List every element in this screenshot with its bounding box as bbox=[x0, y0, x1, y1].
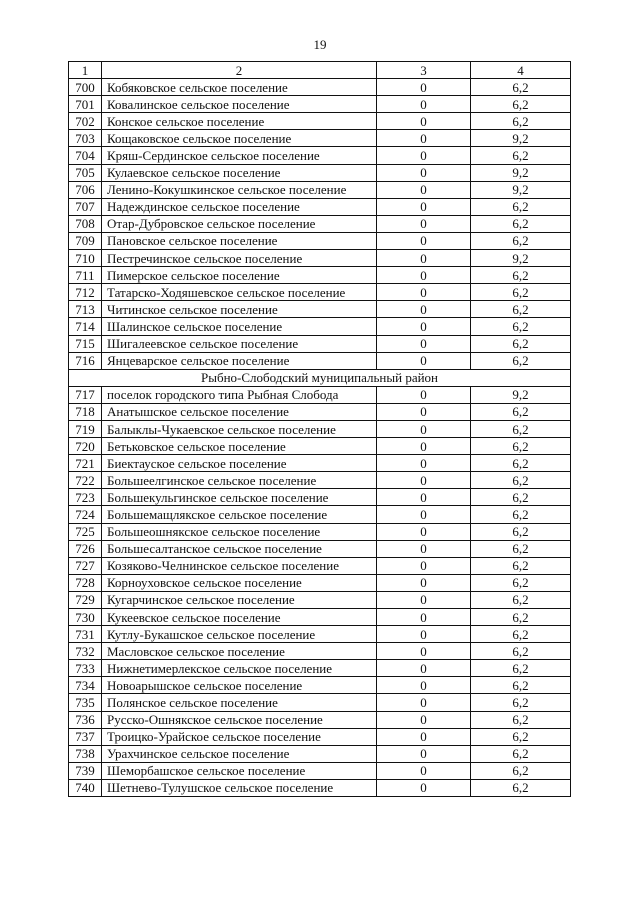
settlement-name: Надеждинское сельское поселение bbox=[102, 198, 377, 215]
value-col-4: 6,2 bbox=[471, 215, 571, 232]
value-col-4: 6,2 bbox=[471, 472, 571, 489]
value-col-4: 6,2 bbox=[471, 232, 571, 249]
settlement-name: Большесалтанское сельское поселение bbox=[102, 540, 377, 557]
table-row bbox=[69, 591, 571, 608]
row-number: 733 bbox=[69, 660, 102, 677]
settlement-name: Анатышское сельское поселение bbox=[102, 403, 377, 420]
settlement-name: Нижнетимерлекское сельское поселение bbox=[102, 660, 377, 677]
value-col-3: 0 bbox=[377, 335, 471, 352]
row-number: 730 bbox=[69, 609, 102, 626]
table-row bbox=[69, 335, 571, 352]
settlement-name: Пановское сельское поселение bbox=[102, 232, 377, 249]
value-col-3: 0 bbox=[377, 403, 471, 420]
row-number: 712 bbox=[69, 284, 102, 301]
settlement-name: Янцеварское сельское поселение bbox=[102, 352, 377, 369]
settlement-name: Троицко-Урайское сельское поселение bbox=[102, 728, 377, 745]
settlement-name: Кощаковское сельское поселение bbox=[102, 130, 377, 147]
table-row bbox=[69, 523, 571, 540]
settlement-name: Новоарышское сельское поселение bbox=[102, 677, 377, 694]
value-col-3: 0 bbox=[377, 694, 471, 711]
settlement-name: Кугарчинское сельское поселение bbox=[102, 591, 377, 608]
settlement-name: Масловское сельское поселение bbox=[102, 643, 377, 660]
table-row bbox=[69, 250, 571, 267]
row-number: 714 bbox=[69, 318, 102, 335]
value-col-3: 0 bbox=[377, 215, 471, 232]
settlement-name: Отар-Дубровское сельское поселение bbox=[102, 215, 377, 232]
table-row bbox=[69, 130, 571, 147]
value-col-4: 9,2 bbox=[471, 386, 571, 403]
value-col-4: 9,2 bbox=[471, 181, 571, 198]
row-number: 719 bbox=[69, 420, 102, 437]
table-row bbox=[69, 403, 571, 420]
row-number: 734 bbox=[69, 677, 102, 694]
table-row bbox=[69, 215, 571, 232]
header-col-1: 1 bbox=[69, 62, 102, 79]
table-row bbox=[69, 762, 571, 779]
table-row bbox=[69, 352, 571, 369]
settlement-name: Кобяковское сельское поселение bbox=[102, 79, 377, 96]
value-col-4: 9,2 bbox=[471, 130, 571, 147]
settlement-name: Кулаевское сельское поселение bbox=[102, 164, 377, 181]
row-number: 738 bbox=[69, 745, 102, 762]
table-header-row bbox=[69, 62, 571, 79]
value-col-3: 0 bbox=[377, 438, 471, 455]
value-col-3: 0 bbox=[377, 455, 471, 472]
value-col-3: 0 bbox=[377, 557, 471, 574]
value-col-4: 6,2 bbox=[471, 284, 571, 301]
table-row bbox=[69, 79, 571, 96]
table-row bbox=[69, 318, 571, 335]
row-number: 718 bbox=[69, 403, 102, 420]
table-row bbox=[69, 711, 571, 728]
value-col-4: 6,2 bbox=[471, 643, 571, 660]
value-col-3: 0 bbox=[377, 232, 471, 249]
value-col-4: 6,2 bbox=[471, 711, 571, 728]
value-col-4: 6,2 bbox=[471, 591, 571, 608]
value-col-4: 6,2 bbox=[471, 267, 571, 284]
value-col-3: 0 bbox=[377, 284, 471, 301]
settlement-name: Биектауское сельское поселение bbox=[102, 455, 377, 472]
row-number: 702 bbox=[69, 113, 102, 130]
value-col-3: 0 bbox=[377, 96, 471, 113]
table-row bbox=[69, 232, 571, 249]
row-number: 717 bbox=[69, 386, 102, 403]
value-col-4: 6,2 bbox=[471, 626, 571, 643]
row-number: 723 bbox=[69, 489, 102, 506]
value-col-4: 6,2 bbox=[471, 489, 571, 506]
row-number: 727 bbox=[69, 557, 102, 574]
row-number: 728 bbox=[69, 574, 102, 591]
settlement-name: Корноуховское сельское поселение bbox=[102, 574, 377, 591]
table-row bbox=[69, 113, 571, 130]
settlement-name: поселок городского типа Рыбная Слобода bbox=[102, 386, 377, 403]
table-row bbox=[69, 677, 571, 694]
settlement-name: Конское сельское поселение bbox=[102, 113, 377, 130]
value-col-3: 0 bbox=[377, 420, 471, 437]
table-row bbox=[69, 164, 571, 181]
row-number: 708 bbox=[69, 215, 102, 232]
value-col-3: 0 bbox=[377, 643, 471, 660]
value-col-4: 9,2 bbox=[471, 250, 571, 267]
value-col-4: 6,2 bbox=[471, 318, 571, 335]
value-col-3: 0 bbox=[377, 267, 471, 284]
row-number: 735 bbox=[69, 694, 102, 711]
table-row bbox=[69, 284, 571, 301]
settlement-name: Шетнево-Тулушское сельское поселение bbox=[102, 779, 377, 796]
value-col-3: 0 bbox=[377, 506, 471, 523]
row-number: 740 bbox=[69, 779, 102, 796]
row-number: 700 bbox=[69, 79, 102, 96]
table-row bbox=[69, 694, 571, 711]
value-col-4: 6,2 bbox=[471, 660, 571, 677]
value-col-4: 6,2 bbox=[471, 745, 571, 762]
row-number: 707 bbox=[69, 198, 102, 215]
value-col-3: 0 bbox=[377, 574, 471, 591]
value-col-3: 0 bbox=[377, 745, 471, 762]
value-col-4: 6,2 bbox=[471, 728, 571, 745]
header-col-3: 3 bbox=[377, 62, 471, 79]
value-col-4: 6,2 bbox=[471, 677, 571, 694]
table-row bbox=[69, 301, 571, 318]
table-row bbox=[69, 455, 571, 472]
row-number: 731 bbox=[69, 626, 102, 643]
table-row bbox=[69, 626, 571, 643]
value-col-3: 0 bbox=[377, 591, 471, 608]
value-col-3: 0 bbox=[377, 779, 471, 796]
district-header-row bbox=[69, 369, 571, 386]
settlement-name: Татарско-Ходяшевское сельское поселение bbox=[102, 284, 377, 301]
value-col-3: 0 bbox=[377, 728, 471, 745]
value-col-4: 6,2 bbox=[471, 694, 571, 711]
settlement-name: Урахчинское сельское поселение bbox=[102, 745, 377, 762]
row-number: 737 bbox=[69, 728, 102, 745]
settlement-name: Ленино-Кокушкинское сельское поселение bbox=[102, 181, 377, 198]
settlement-name: Шеморбашское сельское поселение bbox=[102, 762, 377, 779]
row-number: 703 bbox=[69, 130, 102, 147]
table-row bbox=[69, 489, 571, 506]
row-number: 736 bbox=[69, 711, 102, 728]
settlement-name: Большекульгинское сельское поселение bbox=[102, 489, 377, 506]
row-number: 721 bbox=[69, 455, 102, 472]
value-col-3: 0 bbox=[377, 386, 471, 403]
value-col-3: 0 bbox=[377, 164, 471, 181]
value-col-3: 0 bbox=[377, 523, 471, 540]
value-col-3: 0 bbox=[377, 250, 471, 267]
table-row bbox=[69, 386, 571, 403]
value-col-4: 6,2 bbox=[471, 335, 571, 352]
value-col-4: 6,2 bbox=[471, 113, 571, 130]
value-col-3: 0 bbox=[377, 626, 471, 643]
table-row bbox=[69, 779, 571, 796]
table-row bbox=[69, 506, 571, 523]
header-col-2: 2 bbox=[102, 62, 377, 79]
value-col-4: 6,2 bbox=[471, 96, 571, 113]
settlement-name: Козяково-Челнинское сельское поселение bbox=[102, 557, 377, 574]
value-col-3: 0 bbox=[377, 352, 471, 369]
value-col-3: 0 bbox=[377, 711, 471, 728]
row-number: 732 bbox=[69, 643, 102, 660]
settlement-name: Большеелгинское сельское поселение bbox=[102, 472, 377, 489]
settlement-name: Читинское сельское поселение bbox=[102, 301, 377, 318]
settlement-name: Шалинское сельское поселение bbox=[102, 318, 377, 335]
value-col-3: 0 bbox=[377, 660, 471, 677]
settlement-name: Кутлу-Букашское сельское поселение bbox=[102, 626, 377, 643]
value-col-4: 6,2 bbox=[471, 523, 571, 540]
row-number: 705 bbox=[69, 164, 102, 181]
row-number: 709 bbox=[69, 232, 102, 249]
value-col-4: 6,2 bbox=[471, 352, 571, 369]
value-col-3: 0 bbox=[377, 147, 471, 164]
table-row bbox=[69, 267, 571, 284]
row-number: 725 bbox=[69, 523, 102, 540]
settlement-name: Полянское сельское поселение bbox=[102, 694, 377, 711]
table-row bbox=[69, 745, 571, 762]
settlement-name: Русско-Ошнякское сельское поселение bbox=[102, 711, 377, 728]
row-number: 722 bbox=[69, 472, 102, 489]
value-col-4: 6,2 bbox=[471, 420, 571, 437]
value-col-3: 0 bbox=[377, 181, 471, 198]
table-row bbox=[69, 147, 571, 164]
value-col-4: 6,2 bbox=[471, 79, 571, 96]
settlement-name: Балыклы-Чукаевское сельское поселение bbox=[102, 420, 377, 437]
value-col-3: 0 bbox=[377, 489, 471, 506]
row-number: 706 bbox=[69, 181, 102, 198]
row-number: 713 bbox=[69, 301, 102, 318]
value-col-4: 6,2 bbox=[471, 403, 571, 420]
row-number: 710 bbox=[69, 250, 102, 267]
value-col-3: 0 bbox=[377, 677, 471, 694]
row-number: 724 bbox=[69, 506, 102, 523]
value-col-3: 0 bbox=[377, 198, 471, 215]
value-col-3: 0 bbox=[377, 540, 471, 557]
table-row bbox=[69, 609, 571, 626]
settlement-name: Большемащлякское сельское поселение bbox=[102, 506, 377, 523]
table-row bbox=[69, 198, 571, 215]
settlement-name: Пимерское сельское поселение bbox=[102, 267, 377, 284]
row-number: 726 bbox=[69, 540, 102, 557]
value-col-3: 0 bbox=[377, 79, 471, 96]
table-row bbox=[69, 557, 571, 574]
table-row bbox=[69, 96, 571, 113]
value-col-4: 6,2 bbox=[471, 301, 571, 318]
value-col-3: 0 bbox=[377, 762, 471, 779]
value-col-4: 6,2 bbox=[471, 198, 571, 215]
row-number: 716 bbox=[69, 352, 102, 369]
district-title: Рыбно-Слободский муниципальный район bbox=[69, 369, 571, 386]
row-number: 704 bbox=[69, 147, 102, 164]
settlement-name: Бетьковское сельское поселение bbox=[102, 438, 377, 455]
value-col-4: 6,2 bbox=[471, 762, 571, 779]
table-row bbox=[69, 420, 571, 437]
row-number: 729 bbox=[69, 591, 102, 608]
row-number: 720 bbox=[69, 438, 102, 455]
table-row bbox=[69, 181, 571, 198]
value-col-4: 9,2 bbox=[471, 164, 571, 181]
table-body bbox=[69, 79, 571, 797]
table-row bbox=[69, 643, 571, 660]
settlement-name: Шигалеевское сельское поселение bbox=[102, 335, 377, 352]
table-row bbox=[69, 574, 571, 591]
value-col-4: 6,2 bbox=[471, 147, 571, 164]
settlement-name: Большеошнякское сельское поселение bbox=[102, 523, 377, 540]
value-col-4: 6,2 bbox=[471, 455, 571, 472]
value-col-4: 6,2 bbox=[471, 557, 571, 574]
value-col-3: 0 bbox=[377, 609, 471, 626]
settlement-name: Ковалинское сельское поселение bbox=[102, 96, 377, 113]
page-number: 19 bbox=[313, 37, 327, 52]
table-row bbox=[69, 540, 571, 557]
table-row bbox=[69, 660, 571, 677]
value-col-4: 6,2 bbox=[471, 438, 571, 455]
value-col-3: 0 bbox=[377, 318, 471, 335]
settlements-table bbox=[68, 61, 571, 797]
settlement-name: Кряш-Сердинское сельское поселение bbox=[102, 147, 377, 164]
value-col-3: 0 bbox=[377, 113, 471, 130]
table-row bbox=[69, 438, 571, 455]
value-col-3: 0 bbox=[377, 301, 471, 318]
header-col-4: 4 bbox=[471, 62, 571, 79]
row-number: 739 bbox=[69, 762, 102, 779]
table-row bbox=[69, 472, 571, 489]
row-number: 715 bbox=[69, 335, 102, 352]
value-col-4: 6,2 bbox=[471, 574, 571, 591]
value-col-4: 6,2 bbox=[471, 779, 571, 796]
settlement-name: Пестречинское сельское поселение bbox=[102, 250, 377, 267]
row-number: 701 bbox=[69, 96, 102, 113]
row-number: 711 bbox=[69, 267, 102, 284]
value-col-3: 0 bbox=[377, 130, 471, 147]
value-col-4: 6,2 bbox=[471, 609, 571, 626]
settlement-name: Кукеевское сельское поселение bbox=[102, 609, 377, 626]
value-col-3: 0 bbox=[377, 472, 471, 489]
table-row bbox=[69, 728, 571, 745]
value-col-4: 6,2 bbox=[471, 540, 571, 557]
value-col-4: 6,2 bbox=[471, 506, 571, 523]
